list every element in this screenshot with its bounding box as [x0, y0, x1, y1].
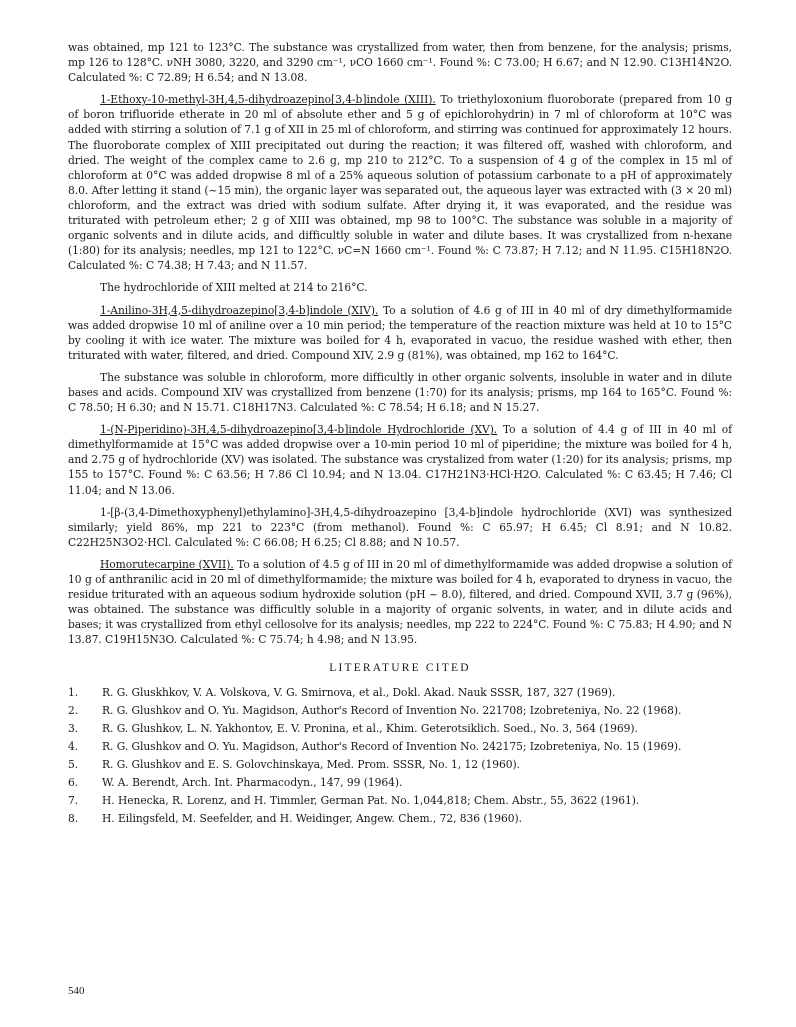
reference-item: 8. H. Eilingsfeld, M. Seefelder, and H. Weidinger, Angew. Chem., 72, 836 (1960).: [68, 812, 522, 826]
page-number: 540: [68, 985, 85, 997]
paragraph-hydrochloride-xiii: The hydrochloride of XIII melted at 214 to 216°C.: [100, 281, 368, 295]
compound-heading: 1-Anilino-3H,4,5-dihydroazepino[3,4-b]indole (XIV).: [100, 303, 379, 317]
reference-item: 4. R. G. Glushkov and O. Yu. Magidson, Author's Record of Invention No. 242175; Izobreteniya, No. 15 (1969).: [68, 739, 682, 753]
references-list: [68, 685, 732, 827]
paragraph-compound-xv: 1-(N-Piperidino)-3H,4,5-dihydroazepino[3,4-b]indole Hydrochloride (XV). To a solution of 4.4 g of III in 40 ml of dimethylformamide at 15°C was added dropwise over a 10-min period 10 ml of piperidine; the mixture was boiled for 4 h, and 2.75 g of hydrochloride (XV) was isolated. The substance was crystalized from water (1:20) for its analysis; prisms, mp 155 to 157°C. Found %: C 63.56; H 7.86 Cl 10.94; and N 13.04. C17H21N3·HCl·H2O. Calculated %: C 63.45; H 7.46; Cl 11.04; and N 13.06.: [68, 423, 732, 497]
references-heading: LITERATURE CITED: [329, 662, 471, 675]
paragraph-continuation: was obtained, mp 121 to 123°C. The substance was crystallized from water, then from benzene, for the analysis; prisms, mp 126 to 128°C. νNH 3080, 3220, and 3290 cm⁻¹, νCO 1660 cm⁻¹. Found %: C 73.00; H 6.67; and N 12.90. C13H14N2O. Calculated %: C 72.89; H 6.54; and N 13.08.: [68, 41, 732, 85]
compound-heading: 1-Ethoxy-10-methyl-3H,4,5-dihydroazepino[3,4-b]indole (XIII).: [100, 93, 436, 107]
paragraph-compound-xiii: 1-Ethoxy-10-methyl-3H,4,5-dihydroazepino[3,4-b]indole (XIII). To triethyloxonium fluoroborate (prepared from 10 g of boron trifluoride etherate in 20 ml of absolute ether and 5 g of epichlorohydrin) in 7 ml of chloroform at 10°C was added with stirring a solution of 7.1 g of XII in 25 ml of chloroform, and stirring was continued for approximately 12 hours. The fluoroborate complex of XIII precipitated out during the reaction; it was filtered off, washed with chloroform, and dried. The weight of the complex came to 2.6 g, mp 210 to 212°C. To a suspension of 4 g of the complex in 15 ml of chloroform at 0°C was added dropwise 8 ml of a 25% aqueous solution of potassium carbonate to a pH of approximately 8.0. After letting it stand (~15 min), the organic layer was separated out, the aqueous layer was extracted with (3 × 20 ml) chloroform, and the extract was dried with sodium sulfate. After drying it, it was evaporated, and the residue was triturated with petroleum ether; 2 g of XIII was obtained, mp 98 to 100°C. The substance was soluble in a majority of organic solvents and in dilute acids, and difficultly soluble in water and dilute bases. It was crystallized from n-hexane (1:80) for its analysis; needles, mp 121 to 122°C. νC=N 1660 cm⁻¹. Found %: C 73.87; H 7.12; and N 11.95. C15H18N2O. Calculated %: C 74.38; H 7.43; and N 11.57.: [68, 93, 732, 273]
paragraph-compound-xvii: Homorutecarpine (XVII). To a solution of 4.5 g of III in 20 ml of dimethylformamide was added dropwise a solution of 10 g of anthranilic acid in 20 ml of dimethylformamide; the mixture was boiled for 4 h, evaporated to dryness in vacuo, the residue triturated with an aqueous sodium hydroxide solution (pH ~ 8.0), filtered, and dried. Compound XVII, 3.7 g (96%), was obtained. The substance was difficultly soluble in a majority of organic solvents, in water, and in dilute acids and bases; it was crystallized from ethyl cellosolve for its analysis; needles, mp 222 to 224°C. Found %: C 75.83; H 4.90; and N 13.87. C19H15N3O. Calculated %: C 75.74; h 4.98; and N 13.95.: [68, 557, 732, 647]
paragraph-compound-xvi: 1-[β-(3,4-Dimethoxyphenyl)ethylamino]-3H,4,5-dihydroazepino [3,4-b]indole hydrochloride (XVI) was synthesized similarly; yield 86%, mp 221 to 223°C (from methanol). Found %: C 65.97; H 6.45; Cl 8.91; and N 10.82. C22H25N3O2·HCl. Calculated %: C 66.08; H 6.25; Cl 8.88; and N 10.57.: [68, 505, 732, 549]
reference-item: 6. W. A. Berendt, Arch. Int. Pharmacodyn., 147, 99 (1964).: [68, 776, 403, 790]
reference-item: 7. H. Henecka, R. Lorenz, and H. Timmler, German Pat. No. 1,044,818; Chem. Abstr., 55, 3622 (1961).: [68, 794, 640, 808]
paragraph-xiv-properties: The substance was soluble in chloroform, more difficultly in other organic solvents, insoluble in water and in dilute bases and acids. Compound XIV was crystallized from benzene (1:70) for its analysis; prisms, mp 164 to 165°C. Found %: C 78.50; H 6.30; and N 15.71. C18H17N3. Calculated %: C 78.54; H 6.18; and N 15.27.: [68, 370, 732, 415]
reference-item: 2. R. G. Glushkov and O. Yu. Magidson, Author's Record of Invention No. 221708; Izobreteniya, No. 22 (1968).: [68, 703, 682, 717]
compound-heading: 1-(N-Piperidino)-3H,4,5-dihydroazepino[3,4-b]indole Hydrochloride (XV).: [100, 423, 498, 437]
reference-item: 5. R. G. Glushkov and E. S. Golovchinskaya, Med. Prom. SSSR, No. 1, 12 (1960).: [68, 757, 520, 771]
reference-item: 1. R. G. Gluskhkov, V. A. Volskova, V. G. Smirnova, et al., Dokl. Akad. Nauk SSSR, 187, 327 (1969).: [68, 685, 616, 699]
page-body: [68, 40, 732, 829]
compound-heading: Homorutecarpine (XVII).: [100, 557, 234, 571]
paragraph-compound-xiv: 1-Anilino-3H,4,5-dihydroazepino[3,4-b]indole (XIV). To a solution of 4.6 g of III in 40 ml of dry dimethylformamide was added dropwise 10 ml of aniline over a 10 min period; the temperature of the reaction mixture was held at 10 to 15°C by cooling it with ice water. The mixture was boiled for 4 h, evaporated in vacuo, the residue washed with ether, then triturated with water, filtered, and dried. Compound XIV, 2.9 g (81%), was obtained, mp 162 to 164°C.: [68, 303, 732, 362]
reference-item: 3. R. G. Glushkov, L. N. Yakhontov, E. V. Pronina, et al., Khim. Geterotsiklich. Soed., No. 3, 564 (1969).: [68, 721, 638, 735]
